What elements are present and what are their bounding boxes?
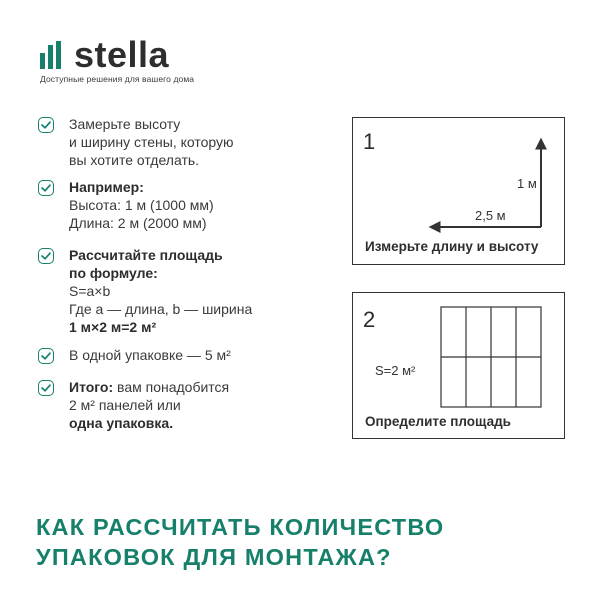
- card-caption: Определите площадь: [365, 414, 511, 429]
- instruction-line: Замерьте высоту: [69, 116, 181, 132]
- measure-diagram-card: [352, 117, 565, 265]
- instruction-line: Например:: [69, 179, 144, 195]
- stella-logo-icon: [40, 41, 66, 69]
- checkbox-icon: [38, 380, 54, 396]
- instruction-line: 1 м×2 м=2 м²: [69, 319, 157, 335]
- brand-tagline: Доступные решения для вашего дома: [40, 74, 195, 84]
- page-title: [36, 512, 444, 572]
- height-label: 1 м: [517, 176, 537, 191]
- checkbox-icon: [38, 180, 54, 196]
- area-diagram-card: [352, 292, 565, 439]
- page-title-line: УПАКОВОК ДЛЯ МОНТАЖА?: [36, 544, 392, 570]
- checkbox-icon: [38, 348, 54, 364]
- instruction-line: одна упаковка.: [69, 415, 174, 431]
- instruction-line: и ширину стены, которую: [69, 134, 234, 150]
- instruction-line: 2 м² панелей или: [69, 397, 181, 413]
- instruction-line: [69, 378, 229, 396]
- instruction-line: Длина: 2 м (2000 мм): [69, 215, 207, 231]
- length-label: 2,5 м: [475, 208, 506, 223]
- step-number: 2: [363, 307, 376, 332]
- step-number: 1: [363, 129, 376, 154]
- instruction-example: [69, 178, 214, 232]
- total-text: вам понадобится: [113, 379, 230, 395]
- instruction-line: Высота: 1 м (1000 мм): [69, 197, 214, 213]
- instruction-measure-wall: [69, 115, 234, 169]
- checkbox-icon: [38, 248, 54, 264]
- instruction-line: Рассчитайте площадь: [69, 247, 223, 263]
- instruction-total: [69, 378, 229, 432]
- page-title-line: КАК РАССЧИТАТЬ КОЛИЧЕСТВО: [36, 514, 445, 540]
- card-caption: Измерьте длину и высоту: [365, 239, 539, 254]
- brand-name: stella: [74, 34, 170, 75]
- instruction-line: В одной упаковке — 5 м²: [69, 347, 231, 363]
- area-label: S=2 м²: [375, 363, 416, 378]
- total-label: Итого:: [69, 379, 114, 395]
- instruction-line: по формуле:: [69, 265, 158, 281]
- instruction-line: вы хотите отделать.: [69, 152, 200, 168]
- instruction-line: S=a×b: [69, 283, 111, 299]
- instruction-line: Где a — длина, b — ширина: [69, 301, 253, 317]
- instruction-pack-size: [69, 346, 231, 364]
- instruction-formula: [69, 246, 252, 336]
- checkbox-icon: [38, 117, 54, 133]
- brand-logo: [40, 34, 195, 84]
